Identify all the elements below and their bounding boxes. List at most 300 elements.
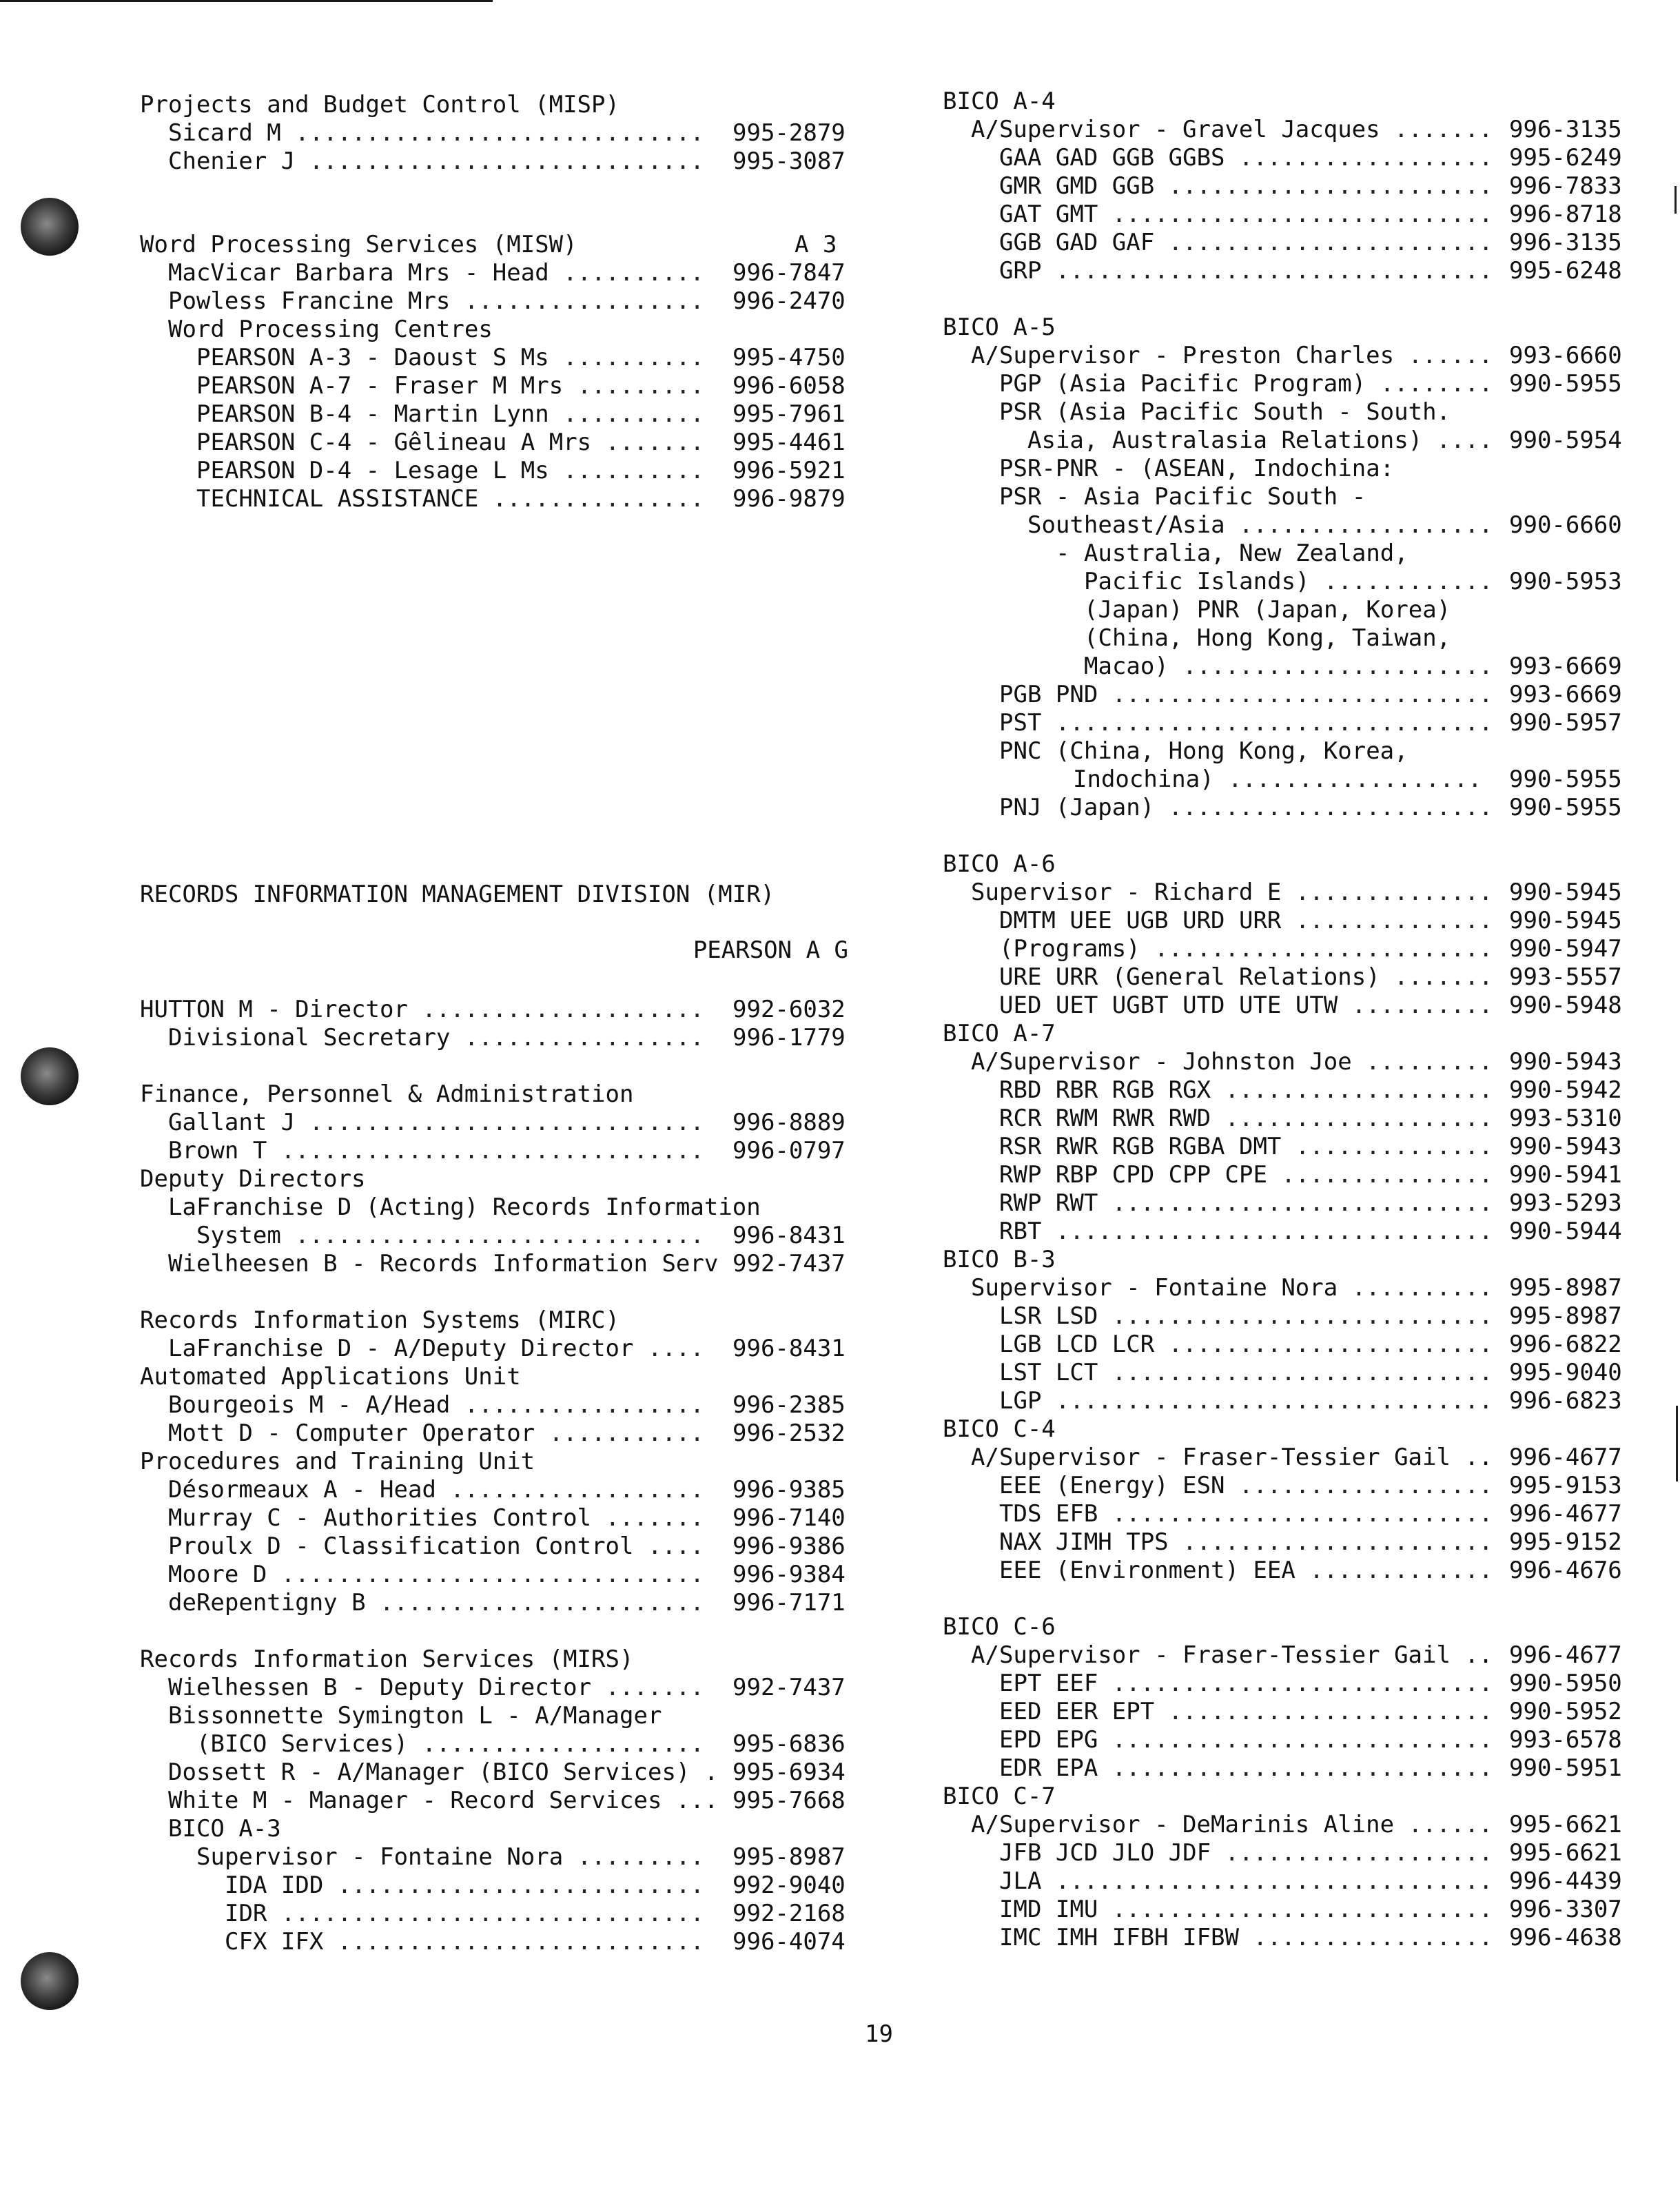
leader-dots: ..........................	[323, 1871, 704, 1899]
entry-label: GAT GMT	[999, 201, 1098, 228]
entry-label: Brown T	[168, 1137, 267, 1165]
phone-number: 996-8889	[733, 1109, 846, 1136]
directory-entry	[999, 1696, 1622, 1727]
leader-dots: ..................	[1225, 511, 1493, 539]
leader-dots: ..................	[436, 1476, 704, 1504]
phone-number: 995-6249	[1509, 144, 1622, 172]
entry-label: IDR	[225, 1900, 267, 1927]
phone-number: 996-5921	[733, 457, 846, 484]
leader-dots: ..........	[549, 344, 704, 371]
phone-number: 996-9879	[733, 485, 846, 513]
phone-number: 990-5948	[1509, 992, 1622, 1019]
phone-number: 995-8987	[1509, 1274, 1622, 1302]
directory-entry	[999, 1725, 1622, 1755]
entry-label: PEARSON B-4 - Martin Lynn	[196, 400, 549, 428]
leader-dots: ....	[633, 1335, 704, 1362]
phone-number: 990-5942	[1509, 1076, 1622, 1104]
phone-number: 990-5945	[1509, 907, 1622, 934]
phone-number: 990-5951	[1509, 1754, 1622, 1782]
directory-entry	[196, 399, 846, 429]
leader-dots: ....................	[407, 996, 704, 1023]
directory-entry	[999, 256, 1622, 286]
leader-dots: ...................	[1211, 1839, 1493, 1867]
directory-entry	[168, 1390, 846, 1420]
directory-entry	[999, 905, 1622, 936]
directory-entry	[971, 1047, 1622, 1077]
directory-entry	[999, 1329, 1622, 1360]
leader-dots: ......	[1394, 342, 1493, 369]
entry-label: deRepentigny B	[168, 1589, 366, 1617]
entry-label: GRP	[999, 257, 1042, 285]
phone-number: 995-4461	[733, 429, 846, 456]
phone-number: 990-5955	[1509, 766, 1622, 793]
leader-dots: ...............................	[1041, 257, 1493, 285]
leader-dots: .................	[450, 1024, 704, 1052]
phone-number: 996-4677	[1509, 1444, 1622, 1471]
entry-label: BICO A-5	[943, 314, 1056, 341]
entry-label: A/Supervisor - Fraser-Tessier Gail ..	[971, 1444, 1493, 1471]
directory-entry	[999, 1131, 1622, 1162]
entry-label: A/Supervisor - Preston Charles	[971, 342, 1395, 369]
entry-label: Finance, Personnel & Administration	[140, 1080, 634, 1108]
entry-label: LaFranchise D (Acting) Records Information	[168, 1193, 761, 1221]
entry-label: Chenier J	[168, 147, 296, 175]
directory-entry	[225, 1927, 846, 1957]
directory-entry	[168, 1531, 846, 1561]
directory-heading	[168, 1192, 761, 1222]
directory-entry	[999, 1753, 1622, 1783]
leader-dots: ...........................	[1098, 1754, 1493, 1782]
leader-dots: .......	[1380, 116, 1493, 143]
entry-label: Word Processing Centres	[168, 316, 493, 343]
phone-number: 996-8431	[733, 1335, 846, 1362]
phone-number: 996-7833	[1509, 172, 1622, 200]
phone-number: 992-7437	[733, 1250, 846, 1278]
entry-label: RBD RBR RGB RGX	[999, 1076, 1211, 1104]
leader-dots: .......................	[1154, 229, 1493, 256]
directory-entry	[196, 342, 846, 373]
phone-number: 990-5943	[1509, 1133, 1622, 1160]
phone-number: 993-6660	[1509, 342, 1622, 369]
phone-number: 995-9153	[1509, 1472, 1622, 1499]
entry-label: JFB JCD JLO JDF	[999, 1839, 1211, 1867]
phone-number: 996-4638	[1509, 1924, 1622, 1951]
entry-label: BICO C-6	[943, 1613, 1056, 1641]
leader-dots: ............	[1309, 568, 1493, 595]
entry-label: Dossett R - A/Manager (BICO Services) .	[168, 1758, 719, 1786]
entry-label: RWP RWT	[999, 1189, 1098, 1217]
directory-entry	[1027, 425, 1622, 455]
entry-label: PSR-PNR - (ASEAN, Indochina:	[999, 455, 1395, 482]
entry-label: GAA GAD GGB GGBS	[999, 144, 1225, 172]
leader-dots: .......	[1380, 963, 1493, 991]
directory-entry	[971, 877, 1622, 907]
entry-label: TECHNICAL ASSISTANCE	[196, 485, 479, 513]
entry-label: DMTM UEE UGB URD URR	[999, 907, 1282, 934]
phone-number: 992-2168	[733, 1900, 846, 1927]
phone-number: 996-9384	[733, 1561, 846, 1588]
phone-number: 990-5955	[1509, 370, 1622, 398]
directory-entry	[999, 199, 1622, 229]
directory-entry	[140, 994, 846, 1025]
phone-number: 990-5952	[1509, 1698, 1622, 1725]
punch-hole-top	[21, 198, 79, 256]
entry-label: RSR RWR RGB RGBA DMT	[999, 1133, 1282, 1160]
entry-label: BICO A-4	[943, 88, 1056, 115]
entry-label: GGB GAD GAF	[999, 229, 1155, 256]
entry-label: Procedures and Training Unit	[140, 1448, 535, 1475]
phone-number: 995-8987	[733, 1843, 846, 1871]
phone-number: 992-6032	[733, 996, 846, 1023]
leader-dots: .............................	[280, 119, 704, 147]
phone-number: 996-2532	[733, 1419, 846, 1447]
entry-label: (China, Hong Kong, Taiwan,	[1084, 624, 1451, 652]
entry-label: Moore D	[168, 1561, 267, 1588]
leader-dots: .............................	[280, 1222, 704, 1249]
leader-dots: ...........................	[1098, 1670, 1493, 1697]
entry-label: IDA IDD	[225, 1871, 324, 1899]
directory-entry	[168, 286, 846, 316]
directory-heading	[999, 736, 1408, 766]
directory-entry	[999, 1386, 1622, 1416]
directory-entry	[999, 171, 1622, 201]
leader-dots: ..............	[1281, 907, 1493, 934]
phone-number: 993-6669	[1509, 681, 1622, 708]
entry-label: A/Supervisor - DeMarinis Aline	[971, 1811, 1395, 1838]
directory-entry	[168, 118, 846, 148]
phone-number: 995-6248	[1509, 257, 1622, 285]
entry-label: Automated Applications Unit	[140, 1363, 521, 1391]
entry-label: BICO C-7	[943, 1783, 1056, 1810]
leader-dots: .......................	[1154, 172, 1493, 200]
entry-label: BICO C-4	[943, 1415, 1056, 1443]
directory-entry	[196, 1220, 846, 1251]
directory-heading	[999, 482, 1366, 512]
leader-dots: ...........................	[1098, 681, 1493, 708]
directory-heading	[140, 1164, 366, 1194]
directory-entry	[196, 427, 846, 458]
entry-label: PEARSON C-4 - Gêlineau A Mrs	[196, 429, 592, 456]
leader-dots: .......	[591, 1674, 704, 1701]
entry-label: CFX IFX	[225, 1928, 324, 1956]
entry-label: PEARSON A-7 - Fraser M Mrs	[196, 372, 564, 400]
page-number: 19	[865, 2020, 893, 2048]
directory-entry	[999, 1103, 1622, 1134]
directory-heading	[1056, 538, 1408, 568]
entry-label: PNC (China, Hong Kong, Korea,	[999, 737, 1408, 765]
entry-label: PSR - Asia Pacific South -	[999, 483, 1366, 511]
directory-entry	[1073, 764, 1622, 794]
leader-dots: ...............................	[1041, 1867, 1493, 1895]
directory-entry	[196, 455, 846, 486]
leader-dots: ..............	[1281, 1133, 1493, 1160]
phone-number: 996-9386	[733, 1532, 846, 1560]
entry-label: LGB LCD LCR	[999, 1331, 1155, 1358]
directory-entry	[1084, 566, 1622, 597]
phone-number: 996-6058	[733, 372, 846, 400]
phone-number: 996-7847	[733, 259, 846, 287]
entry-label: PEARSON A-3 - Daoust S Ms	[196, 344, 549, 371]
directory-entry	[999, 1922, 1622, 1953]
directory-entry	[196, 371, 846, 401]
directory-heading	[140, 879, 775, 910]
entry-label: EPT EEF	[999, 1670, 1098, 1697]
phone-number: 990-5957	[1509, 709, 1622, 737]
leader-dots: ...........................	[1098, 201, 1493, 228]
directory-heading	[140, 90, 619, 120]
directory-entry	[168, 1418, 846, 1448]
directory-entry	[971, 1809, 1622, 1840]
entry-label: Records Information Services (MIRS)	[140, 1645, 634, 1673]
scan-edge-mark-lower	[1676, 1406, 1678, 1481]
directory-heading	[693, 935, 848, 965]
entry-label: Supervisor - Fontaine Nora	[196, 1843, 564, 1871]
phone-number: 993-5293	[1509, 1189, 1622, 1217]
directory-entry	[999, 1866, 1622, 1896]
entry-label: EPD EPG	[999, 1726, 1098, 1754]
right-directory-column	[943, 0, 1632, 1998]
phone-number: 996-3135	[1509, 229, 1622, 256]
phone-number: 990-5955	[1509, 794, 1622, 821]
entry-label: Désormeaux A - Head	[168, 1476, 436, 1504]
directory-entry	[999, 1470, 1622, 1501]
leader-dots: .............	[1295, 1557, 1493, 1584]
leader-dots: ......................	[1168, 653, 1493, 680]
directory-entry	[999, 143, 1622, 173]
directory-heading	[943, 86, 1056, 116]
directory-entry	[999, 227, 1622, 258]
leader-dots: ...............................	[1041, 1218, 1493, 1245]
entry-label: Asia, Australasia Relations)	[1027, 427, 1423, 454]
leader-dots: ...............	[1267, 1161, 1493, 1189]
entry-label: PST	[999, 709, 1042, 737]
leader-dots: .........	[1351, 1048, 1493, 1076]
leader-dots: ..............................	[267, 1137, 704, 1165]
entry-label: JLA	[999, 1867, 1042, 1895]
phone-number: 996-6822	[1509, 1331, 1622, 1358]
leader-dots: ........................	[1140, 935, 1493, 963]
punch-hole-middle	[21, 1047, 79, 1105]
leader-dots: .........	[563, 372, 704, 400]
phone-number: 996-3307	[1509, 1896, 1622, 1923]
entry-label: RBT	[999, 1218, 1042, 1245]
directory-entry	[999, 1357, 1622, 1388]
entry-label: TDS EFB	[999, 1500, 1098, 1528]
directory-heading	[943, 1612, 1056, 1642]
directory-heading	[168, 314, 493, 345]
leader-dots: .......	[591, 429, 704, 456]
leader-dots: ..............	[1281, 879, 1493, 906]
directory-entry	[225, 1898, 846, 1929]
phone-number: 996-3135	[1509, 116, 1622, 143]
directory-heading	[943, 1018, 1056, 1049]
leader-dots: ...........................	[1098, 1726, 1493, 1754]
entry-label: PEARSON A G	[693, 936, 848, 964]
entry-label: Supervisor - Richard E	[971, 879, 1282, 906]
leader-dots: .......................	[1154, 1698, 1493, 1725]
leader-dots: ..........	[549, 259, 704, 287]
phone-number: 995-7668	[733, 1787, 846, 1814]
entry-label: (BICO Services)	[196, 1730, 409, 1758]
entry-label: BICO A-7	[943, 1020, 1056, 1047]
leader-dots: .........	[563, 1843, 704, 1871]
leader-dots: ..............................	[267, 1900, 704, 1927]
directory-entry	[999, 1301, 1622, 1331]
directory-entry	[168, 1503, 846, 1533]
phone-number: 996-4677	[1509, 1500, 1622, 1528]
entry-label: IMD IMU	[999, 1896, 1098, 1923]
entry-label: GMR GMD GGB	[999, 172, 1155, 200]
directory-entry	[168, 1785, 846, 1816]
leader-dots: ...............	[478, 485, 704, 513]
entry-label: BICO A-3	[168, 1815, 281, 1843]
leader-dots: .......	[591, 1504, 704, 1532]
phone-number: 990-6660	[1509, 511, 1622, 539]
entry-label: RWP RBP CPD CPP CPE	[999, 1161, 1267, 1189]
entry-label: Projects and Budget Control (MISP)	[140, 91, 619, 119]
phone-number: 996-6823	[1509, 1387, 1622, 1415]
entry-label: LGP	[999, 1387, 1042, 1415]
directory-entry	[168, 1757, 846, 1787]
leader-dots: .................	[450, 1391, 704, 1419]
left-directory-column	[140, 0, 850, 1998]
directory-entry	[971, 340, 1622, 371]
leader-dots: ............................	[295, 1109, 704, 1136]
leader-dots: ..............................	[267, 1561, 704, 1588]
directory-entry	[999, 1160, 1622, 1190]
phone-number: 996-8718	[1509, 201, 1622, 228]
entry-label: Murray C - Authorities Control	[168, 1504, 592, 1532]
directory-entry	[196, 1729, 846, 1759]
entry-label: BICO A-6	[943, 850, 1056, 878]
directory-entry	[196, 484, 846, 514]
phone-number: 996-7140	[733, 1504, 846, 1532]
phone-number: 990-5954	[1509, 427, 1622, 454]
phone-number: 993-5557	[1509, 963, 1622, 991]
directory-entry	[999, 369, 1622, 399]
directory-entry	[999, 990, 1622, 1021]
entry-label: EDR EPA	[999, 1754, 1098, 1782]
directory-heading	[999, 453, 1394, 484]
entry-label: LST LCT	[999, 1359, 1098, 1386]
entry-label: PNJ (Japan)	[999, 794, 1155, 821]
leader-dots: ..........	[549, 400, 704, 428]
entry-label: Wielhessen B - Deputy Director	[168, 1674, 592, 1701]
directory-entry	[999, 792, 1622, 823]
directory-entry	[999, 962, 1622, 992]
leader-dots: ...................	[1211, 1076, 1493, 1104]
directory-entry	[168, 1107, 846, 1138]
leader-dots: ..........	[1338, 1274, 1493, 1302]
directory-heading	[943, 849, 1056, 879]
leader-dots: ..................	[1213, 766, 1482, 793]
phone-number: 990-5944	[1509, 1218, 1622, 1245]
phone-number: 995-8987	[1509, 1302, 1622, 1330]
leader-dots: ...............................	[1041, 1387, 1493, 1415]
directory-heading	[1084, 595, 1451, 625]
entry-label: HUTTON M - Director	[140, 996, 408, 1023]
directory-entry	[999, 1499, 1622, 1529]
directory-entry	[225, 1870, 846, 1900]
leader-dots: ...........................	[1098, 1189, 1493, 1217]
entry-label: (Japan) PNR (Japan, Korea)	[1084, 596, 1451, 624]
leader-dots: ...............................	[1041, 709, 1493, 737]
leader-dots: ...................	[1211, 1105, 1493, 1132]
phone-number: 995-6934	[733, 1758, 846, 1786]
entry-label: PGP (Asia Pacific Program)	[999, 370, 1366, 398]
directory-heading	[140, 1446, 535, 1477]
leader-dots: ...........................	[1098, 1302, 1493, 1330]
leader-dots: .......................	[1154, 1331, 1493, 1358]
phone-number: 996-2385	[733, 1391, 846, 1419]
directory-heading	[943, 1244, 1056, 1275]
leader-dots: .................	[450, 287, 704, 315]
phone-number: 996-9385	[733, 1476, 846, 1504]
directory-entry	[999, 1838, 1622, 1868]
phone-number: 996-2470	[733, 287, 846, 315]
phone-number: 995-4750	[733, 344, 846, 371]
leader-dots: ........	[1366, 370, 1493, 398]
directory-heading	[140, 1362, 521, 1392]
directory-entry	[1084, 651, 1622, 681]
entry-label: Divisional Secretary	[168, 1024, 451, 1052]
directory-entry	[168, 1023, 846, 1053]
leader-dots: ...........................	[1098, 1500, 1493, 1528]
directory-entry	[971, 114, 1622, 145]
phone-number: 990-5950	[1509, 1670, 1622, 1697]
directory-entry	[971, 1442, 1622, 1473]
phone-number: 990-5943	[1509, 1048, 1622, 1076]
leader-dots: .......................	[1154, 794, 1493, 821]
entry-label: Sicard M	[168, 119, 281, 147]
entry-label: Powless Francine Mrs	[168, 287, 451, 315]
leader-dots: ....................	[408, 1730, 704, 1758]
directory-entry	[999, 679, 1622, 710]
phone-number: 995-9040	[1509, 1359, 1622, 1386]
entry-label: EEE (Energy) ESN	[999, 1472, 1225, 1499]
leader-dots: ..........................	[323, 1928, 704, 1956]
entry-label: RECORDS INFORMATION MANAGEMENT DIVISION (MIR)	[140, 881, 775, 908]
entry-label: LaFranchise D - A/Deputy Director	[168, 1335, 634, 1362]
leader-dots: ..................	[1225, 144, 1493, 172]
directory-entry	[196, 1842, 846, 1872]
directory-heading	[999, 397, 1451, 427]
directory-entry	[999, 1894, 1622, 1925]
entry-label: UED UET UGBT UTD UTE UTW	[999, 992, 1338, 1019]
leader-dots: ...........................	[1098, 1896, 1493, 1923]
directory-heading	[140, 1644, 633, 1674]
entry-label: PSR (Asia Pacific South - South.	[999, 398, 1451, 426]
entry-label: A/Supervisor - Johnston Joe	[971, 1048, 1352, 1076]
phone-number: 996-4074	[733, 1928, 846, 1956]
directory-entry	[168, 1136, 846, 1166]
phone-number: 990-5947	[1509, 935, 1622, 963]
directory-heading	[1084, 623, 1451, 653]
phone-number: 995-6621	[1509, 1811, 1622, 1838]
phone-number: 995-6621	[1509, 1839, 1622, 1867]
directory-entry	[168, 1588, 846, 1618]
directory-entry	[168, 258, 846, 288]
leader-dots: ...........................	[1098, 1359, 1493, 1386]
phone-number: 993-6578	[1509, 1726, 1622, 1754]
leader-dots: ............................	[295, 147, 704, 175]
entry-label: Indochina)	[1073, 766, 1214, 793]
leader-dots: ..........	[549, 457, 704, 484]
directory-entry	[168, 146, 846, 176]
entry-label: - Australia, New Zealand,	[1056, 540, 1408, 567]
entry-label: Southeast/Asia	[1027, 511, 1225, 539]
entry-label: White M - Manager - Record Services ...	[168, 1787, 719, 1814]
